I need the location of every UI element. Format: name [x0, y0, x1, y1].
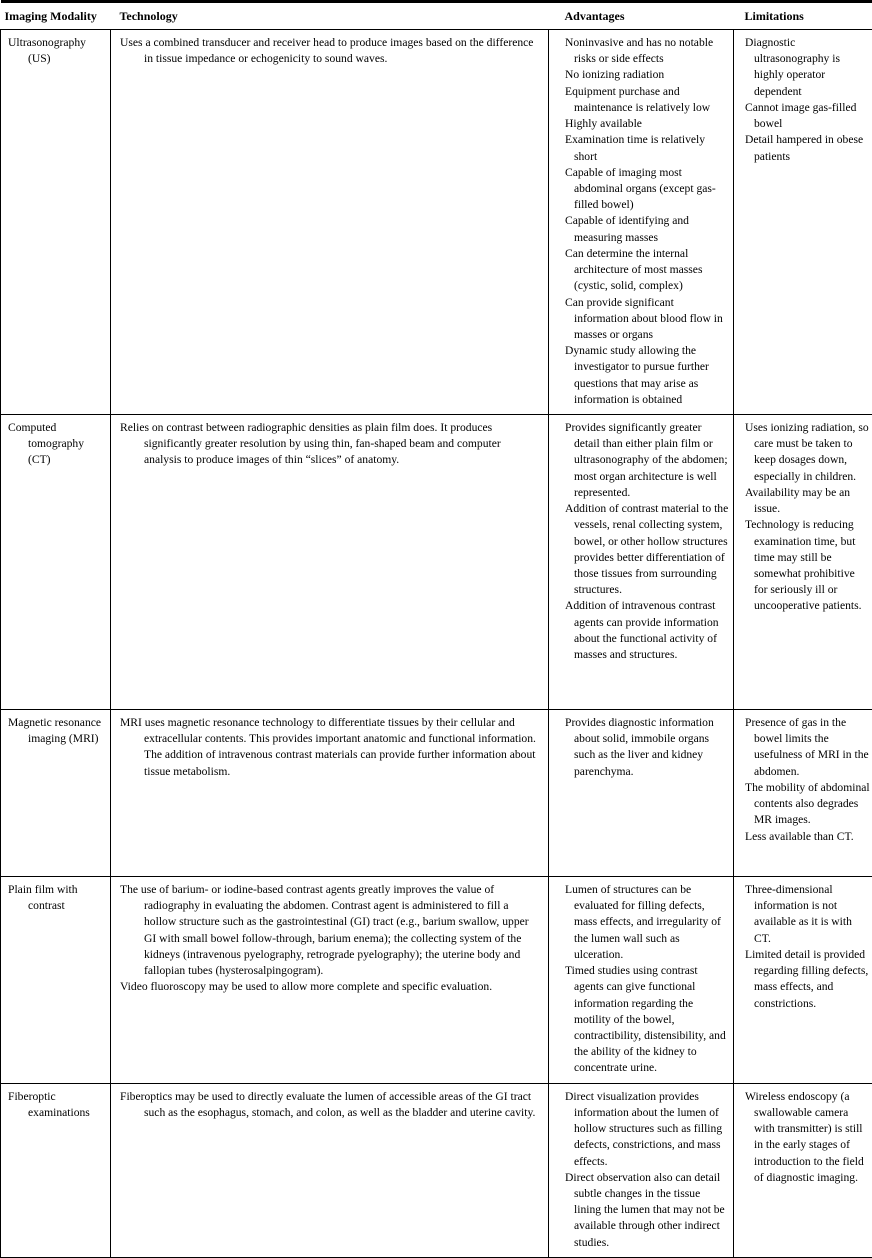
cell-limitations	[734, 710, 872, 877]
advantage-item: Highly available	[565, 116, 729, 132]
limitation-item: Technology is reducing examination time, but time may still be somewhat prohibitive for seriously ill or uncooperative patients.	[745, 517, 870, 614]
advantage-item: Addition of contrast material to the vessels, renal collecting system, bowel, or other hollow structures provides better differentiation of those tissues from surrounding structures.	[565, 501, 729, 598]
technology-paragraph: The use of barium- or iodine-based contrast agents greatly improves the value of radiography in evaluating the abdomen. Contrast agent is administered to fill a hollow structure such as the gastrointestinal (GI) tract (e.g., barium swallow, upper GI with small bowel follow-through, barium enema); the collecting system of the kidneys (intravenous pyelography, retrograde pyelography); the uterine body and fallopian tubes (hysterosalpingogram).	[120, 882, 536, 979]
advantage-item: No ionizing radiation	[565, 67, 729, 83]
modality-label: Magnetic resonance imaging (MRI)	[8, 715, 108, 747]
cell-technology	[111, 30, 549, 415]
advantage-item: Addition of intravenous contrast agents can provide information about the functional activity of masses and structures.	[565, 598, 729, 663]
cell-limitations	[734, 877, 872, 1084]
table-row	[1, 710, 872, 877]
limitation-item: The mobility of abdominal contents also degrades MR images.	[745, 780, 870, 829]
column-header-imaging-modality: Imaging Modality	[1, 2, 111, 30]
advantage-item: Examination time is relatively short	[565, 132, 729, 164]
technology-paragraph: Video fluoroscopy may be used to allow more complete and specific evaluation.	[120, 979, 536, 995]
cell-technology	[111, 710, 549, 877]
limitation-item: Diagnostic ultrasonography is highly operator dependent	[745, 35, 870, 100]
cell-modality	[1, 1083, 111, 1257]
table-row	[1, 1083, 872, 1257]
table-row	[1, 415, 872, 710]
technology-paragraph: Fiberoptics may be used to directly evaluate the lumen of accessible areas of the GI tract such as the esophagus, stomach, and colon, as well as the bladder and uterine cavity.	[120, 1089, 536, 1121]
cell-advantages	[549, 877, 734, 1084]
technology-paragraph: Uses a combined transducer and receiver head to produce images based on the difference in tissue impedance or echogenicity to sound waves.	[120, 35, 536, 67]
modality-label: Ultrasonography (US)	[8, 35, 108, 67]
advantage-item: Lumen of structures can be evaluated for filling defects, mass effects, and irregularity of the lumen wall such as ulceration.	[565, 882, 729, 963]
advantage-item: Direct observation also can detail subtle changes in the tissue lining the lumen that may not be available through other indirect studies.	[565, 1170, 729, 1251]
table-header	[1, 2, 872, 30]
cell-limitations	[734, 30, 872, 415]
cell-technology	[111, 415, 549, 710]
cell-limitations	[734, 1083, 872, 1257]
limitation-item: Limited detail is provided regarding filling defects, mass effects, and constrictions.	[745, 947, 870, 1012]
cell-advantages	[549, 710, 734, 877]
limitation-item: Uses ionizing radiation, so care must be taken to keep dosages down, especially in children.	[745, 420, 870, 485]
advantage-item: Provides significantly greater detail than either plain film or ultrasonography of the abdomen; most organ architecture is well represented.	[565, 420, 729, 501]
cell-modality	[1, 710, 111, 877]
table-row	[1, 877, 872, 1084]
limitation-item: Detail hampered in obese patients	[745, 132, 870, 164]
advantage-item: Can provide significant information about blood flow in masses or organs	[565, 295, 729, 344]
advantage-item: Direct visualization provides information about the lumen of hollow structures such as filling defects, constrictions, and mass effects.	[565, 1089, 729, 1170]
advantage-item: Equipment purchase and maintenance is relatively low	[565, 84, 729, 116]
advantage-item: Noninvasive and has no notable risks or side effects	[565, 35, 729, 67]
column-header-technology: Technology	[111, 2, 549, 30]
advantage-item: Timed studies using contrast agents can give functional information regarding the motility of the bowel, contractibility, distensibility, and the ability of the kidney to concentrate urine.	[565, 963, 729, 1077]
cell-advantages	[549, 30, 734, 415]
limitation-item: Cannot image gas-filled bowel	[745, 100, 870, 132]
cell-advantages	[549, 415, 734, 710]
limitation-item: Wireless endoscopy (a swallowable camera with transmitter) is still in the early stages of introduction to the field of diagnostic imaging.	[745, 1089, 870, 1186]
technology-paragraph: Relies on contrast between radiographic densities as plain film does. It produces significantly greater resolution by using thin, fan-shaped beam and computer analysis to produce images of thin “slices” of anatomy.	[120, 420, 536, 469]
advantage-item: Can determine the internal architecture of most masses (cystic, solid, complex)	[565, 246, 729, 295]
cell-technology	[111, 1083, 549, 1257]
column-header-advantages: Advantages	[549, 2, 734, 30]
limitation-item: Less available than CT.	[745, 829, 870, 845]
table-body	[1, 30, 872, 1258]
advantage-item: Capable of imaging most abdominal organs (except gas-filled bowel)	[565, 165, 729, 214]
modality-label: Fiberoptic examinations	[8, 1089, 108, 1121]
limitation-item: Availability may be an issue.	[745, 485, 870, 517]
limitation-item: Presence of gas in the bowel limits the usefulness of MRI in the abdomen.	[745, 715, 870, 780]
modality-label: Computed tomography (CT)	[8, 420, 108, 469]
advantage-item: Provides diagnostic information about solid, immobile organs such as the liver and kidney parenchyma.	[565, 715, 729, 780]
header-row	[1, 2, 872, 30]
cell-modality	[1, 30, 111, 415]
advantage-item: Capable of identifying and measuring masses	[565, 213, 729, 245]
cell-modality	[1, 415, 111, 710]
table-row	[1, 30, 872, 415]
technology-paragraph: MRI uses magnetic resonance technology to differentiate tissues by their cellular and extracellular contents. This provides important anatomic and functional information. The addition of intravenous contrast materials can provide further information about tissue metabolism.	[120, 715, 536, 780]
modality-label: Plain film with contrast	[8, 882, 108, 914]
cell-advantages	[549, 1083, 734, 1257]
cell-modality	[1, 877, 111, 1084]
cell-technology	[111, 877, 549, 1084]
cell-limitations	[734, 415, 872, 710]
column-header-limitations: Limitations	[734, 2, 872, 30]
advantage-item: Dynamic study allowing the investigator to pursue further questions that may arise as information is obtained	[565, 343, 729, 408]
limitation-item: Three-dimensional information is not available as it is with CT.	[745, 882, 870, 947]
